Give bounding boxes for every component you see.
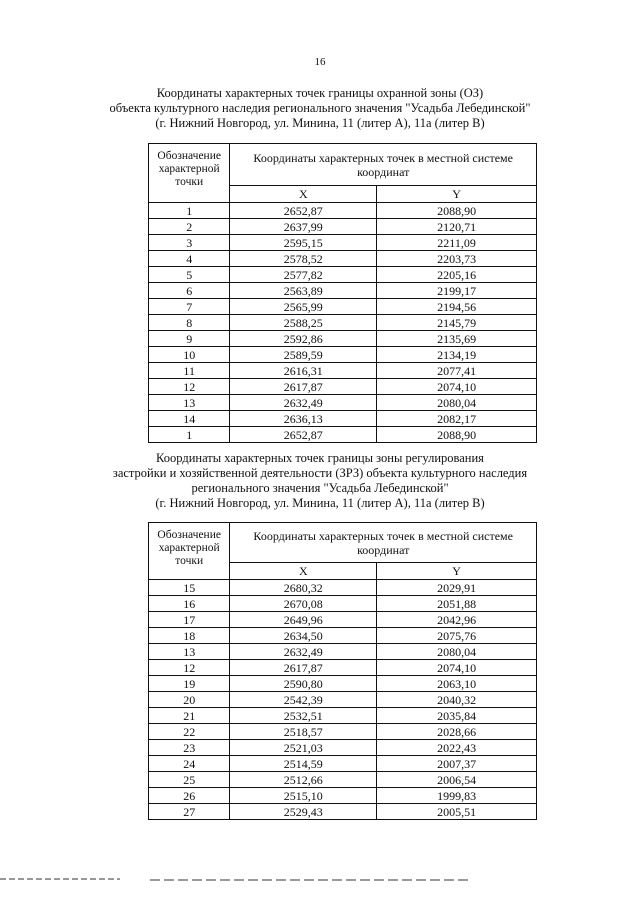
- table-row: [149, 692, 537, 708]
- x-coordinate-cell: 2680,32: [230, 580, 377, 596]
- table-row: [149, 299, 537, 315]
- table-row: [149, 788, 537, 804]
- heading-line: объекта культурного наследия регионального значения "Усадьба Лебединской": [109, 101, 531, 115]
- point-number-cell: 11: [149, 363, 230, 379]
- y-coordinate-cell: 2042,96: [377, 612, 537, 628]
- table-row: [149, 660, 537, 676]
- table-row: [149, 347, 537, 363]
- x-coordinate-cell: 2632,49: [230, 395, 377, 411]
- y-coordinate-cell: 2022,43: [377, 740, 537, 756]
- y-coordinate-cell: 2205,16: [377, 267, 537, 283]
- table-body: [149, 580, 537, 820]
- x-coordinate-cell: 2518,57: [230, 724, 377, 740]
- y-coordinate-cell: 2075,76: [377, 628, 537, 644]
- y-coordinate-cell: 2120,71: [377, 219, 537, 235]
- y-coordinate-cell: 2074,10: [377, 660, 537, 676]
- table-row: [149, 772, 537, 788]
- point-label-header: Обозначение характерной точки: [149, 144, 230, 203]
- point-number-cell: 5: [149, 267, 230, 283]
- x-coordinate-cell: 2595,15: [230, 235, 377, 251]
- x-coordinate-cell: 2634,50: [230, 628, 377, 644]
- y-coordinate-cell: 2203,73: [377, 251, 537, 267]
- y-coordinate-cell: 2051,88: [377, 596, 537, 612]
- section2-heading: [0, 451, 640, 511]
- heading-line: застройки и хозяйственной деятельности (ЗРЗ) объекта культурного наследия: [112, 466, 528, 480]
- y-coordinate-cell: 2029,91: [377, 580, 537, 596]
- y-coordinate-cell: 2088,90: [377, 427, 537, 443]
- table-row: [149, 331, 537, 347]
- x-coordinate-cell: 2637,99: [230, 219, 377, 235]
- point-number-cell: 23: [149, 740, 230, 756]
- y-header: Y: [377, 186, 537, 203]
- point-number-cell: 18: [149, 628, 230, 644]
- x-coordinate-cell: 2532,51: [230, 708, 377, 724]
- heading-line: Координаты характерных точек границы охранной зоны (ОЗ): [156, 86, 484, 100]
- x-coordinate-cell: 2632,49: [230, 644, 377, 660]
- x-coordinate-cell: 2578,52: [230, 251, 377, 267]
- x-coordinate-cell: 2636,13: [230, 411, 377, 427]
- table-body: [149, 203, 537, 443]
- table-row: [149, 676, 537, 692]
- point-number-cell: 9: [149, 331, 230, 347]
- point-number-cell: 1: [149, 203, 230, 219]
- point-number-cell: 13: [149, 395, 230, 411]
- point-number-cell: 8: [149, 315, 230, 331]
- table-row: [149, 203, 537, 219]
- y-coordinate-cell: 2077,41: [377, 363, 537, 379]
- table-row: [149, 628, 537, 644]
- y-coordinate-cell: 2080,04: [377, 395, 537, 411]
- point-number-cell: 17: [149, 612, 230, 628]
- y-coordinate-cell: 2134,19: [377, 347, 537, 363]
- x-coordinate-cell: 2565,99: [230, 299, 377, 315]
- table-row: [149, 580, 537, 596]
- heading-line: (г. Нижний Новгород, ул. Минина, 11 (литер А), 11а (литер В): [155, 116, 485, 130]
- y-coordinate-cell: 2145,79: [377, 315, 537, 331]
- y-coordinate-cell: 1999,83: [377, 788, 537, 804]
- table-row: [149, 267, 537, 283]
- point-number-cell: 19: [149, 676, 230, 692]
- x-coordinate-cell: 2514,59: [230, 756, 377, 772]
- x-coordinate-cell: 2652,87: [230, 203, 377, 219]
- x-header: X: [230, 563, 377, 580]
- y-coordinate-cell: 2005,51: [377, 804, 537, 820]
- point-number-cell: 14: [149, 411, 230, 427]
- x-coordinate-cell: 2589,59: [230, 347, 377, 363]
- point-number-cell: 6: [149, 283, 230, 299]
- x-coordinate-cell: 2577,82: [230, 267, 377, 283]
- table-row: [149, 411, 537, 427]
- y-header: Y: [377, 563, 537, 580]
- y-coordinate-cell: 2211,09: [377, 235, 537, 251]
- point-number-cell: 12: [149, 379, 230, 395]
- table-row: [149, 219, 537, 235]
- point-number-cell: 2: [149, 219, 230, 235]
- x-coordinate-cell: 2512,66: [230, 772, 377, 788]
- oz-coordinates-table: [148, 143, 537, 443]
- x-coordinate-cell: 2592,86: [230, 331, 377, 347]
- y-coordinate-cell: 2088,90: [377, 203, 537, 219]
- table-row: [149, 740, 537, 756]
- y-coordinate-cell: 2135,69: [377, 331, 537, 347]
- page-number: 16: [314, 56, 326, 68]
- heading-line: регионального значения "Усадьба Лебединской": [191, 481, 449, 495]
- table-row: [149, 612, 537, 628]
- table-row: [149, 251, 537, 267]
- point-number-cell: 16: [149, 596, 230, 612]
- x-coordinate-cell: 2670,08: [230, 596, 377, 612]
- point-number-cell: 4: [149, 251, 230, 267]
- point-number-cell: 22: [149, 724, 230, 740]
- y-coordinate-cell: 2194,56: [377, 299, 537, 315]
- section1-heading: [0, 86, 640, 131]
- y-coordinate-cell: 2080,04: [377, 644, 537, 660]
- table-row: [149, 756, 537, 772]
- point-number-cell: 24: [149, 756, 230, 772]
- coordinates-header: Координаты характерных точек в местной системе координат: [230, 144, 537, 186]
- table-row: [149, 363, 537, 379]
- point-number-cell: 20: [149, 692, 230, 708]
- point-number-cell: 15: [149, 580, 230, 596]
- x-coordinate-cell: 2652,87: [230, 427, 377, 443]
- point-number-cell: 12: [149, 660, 230, 676]
- y-coordinate-cell: 2199,17: [377, 283, 537, 299]
- point-number-cell: 1: [149, 427, 230, 443]
- page-bottom-scan-marks: [0, 878, 640, 882]
- x-header: X: [230, 186, 377, 203]
- table-row: [149, 708, 537, 724]
- point-number-cell: 7: [149, 299, 230, 315]
- x-coordinate-cell: 2563,89: [230, 283, 377, 299]
- table-row: [149, 395, 537, 411]
- point-number-cell: 25: [149, 772, 230, 788]
- table-row: [149, 596, 537, 612]
- table-row: [149, 804, 537, 820]
- heading-line: (г. Нижний Новгород, ул. Минина, 11 (литер А), 11а (литер В): [155, 496, 485, 510]
- point-number-cell: 27: [149, 804, 230, 820]
- point-number-cell: 13: [149, 644, 230, 660]
- x-coordinate-cell: 2590,80: [230, 676, 377, 692]
- y-coordinate-cell: 2007,37: [377, 756, 537, 772]
- y-coordinate-cell: 2063,10: [377, 676, 537, 692]
- y-coordinate-cell: 2006,54: [377, 772, 537, 788]
- table-row: [149, 724, 537, 740]
- coordinates-header: Координаты характерных точек в местной системе координат: [230, 523, 537, 563]
- heading-line: Координаты характерных точек границы зоны регулирования: [156, 451, 484, 465]
- table-row: [149, 315, 537, 331]
- point-label-header: Обозначение характерной точки: [149, 523, 230, 580]
- x-coordinate-cell: 2616,31: [230, 363, 377, 379]
- x-coordinate-cell: 2529,43: [230, 804, 377, 820]
- x-coordinate-cell: 2588,25: [230, 315, 377, 331]
- y-coordinate-cell: 2074,10: [377, 379, 537, 395]
- y-coordinate-cell: 2035,84: [377, 708, 537, 724]
- point-number-cell: 3: [149, 235, 230, 251]
- table-row: [149, 283, 537, 299]
- x-coordinate-cell: 2617,87: [230, 660, 377, 676]
- x-coordinate-cell: 2521,03: [230, 740, 377, 756]
- point-number-cell: 26: [149, 788, 230, 804]
- table-row: [149, 427, 537, 443]
- table-row: [149, 644, 537, 660]
- y-coordinate-cell: 2028,66: [377, 724, 537, 740]
- point-number-cell: 21: [149, 708, 230, 724]
- x-coordinate-cell: 2542,39: [230, 692, 377, 708]
- x-coordinate-cell: 2515,10: [230, 788, 377, 804]
- y-coordinate-cell: 2082,17: [377, 411, 537, 427]
- zrz-coordinates-table: [148, 522, 537, 820]
- x-coordinate-cell: 2649,96: [230, 612, 377, 628]
- point-number-cell: 10: [149, 347, 230, 363]
- y-coordinate-cell: 2040,32: [377, 692, 537, 708]
- table-row: [149, 379, 537, 395]
- table-row: [149, 235, 537, 251]
- x-coordinate-cell: 2617,87: [230, 379, 377, 395]
